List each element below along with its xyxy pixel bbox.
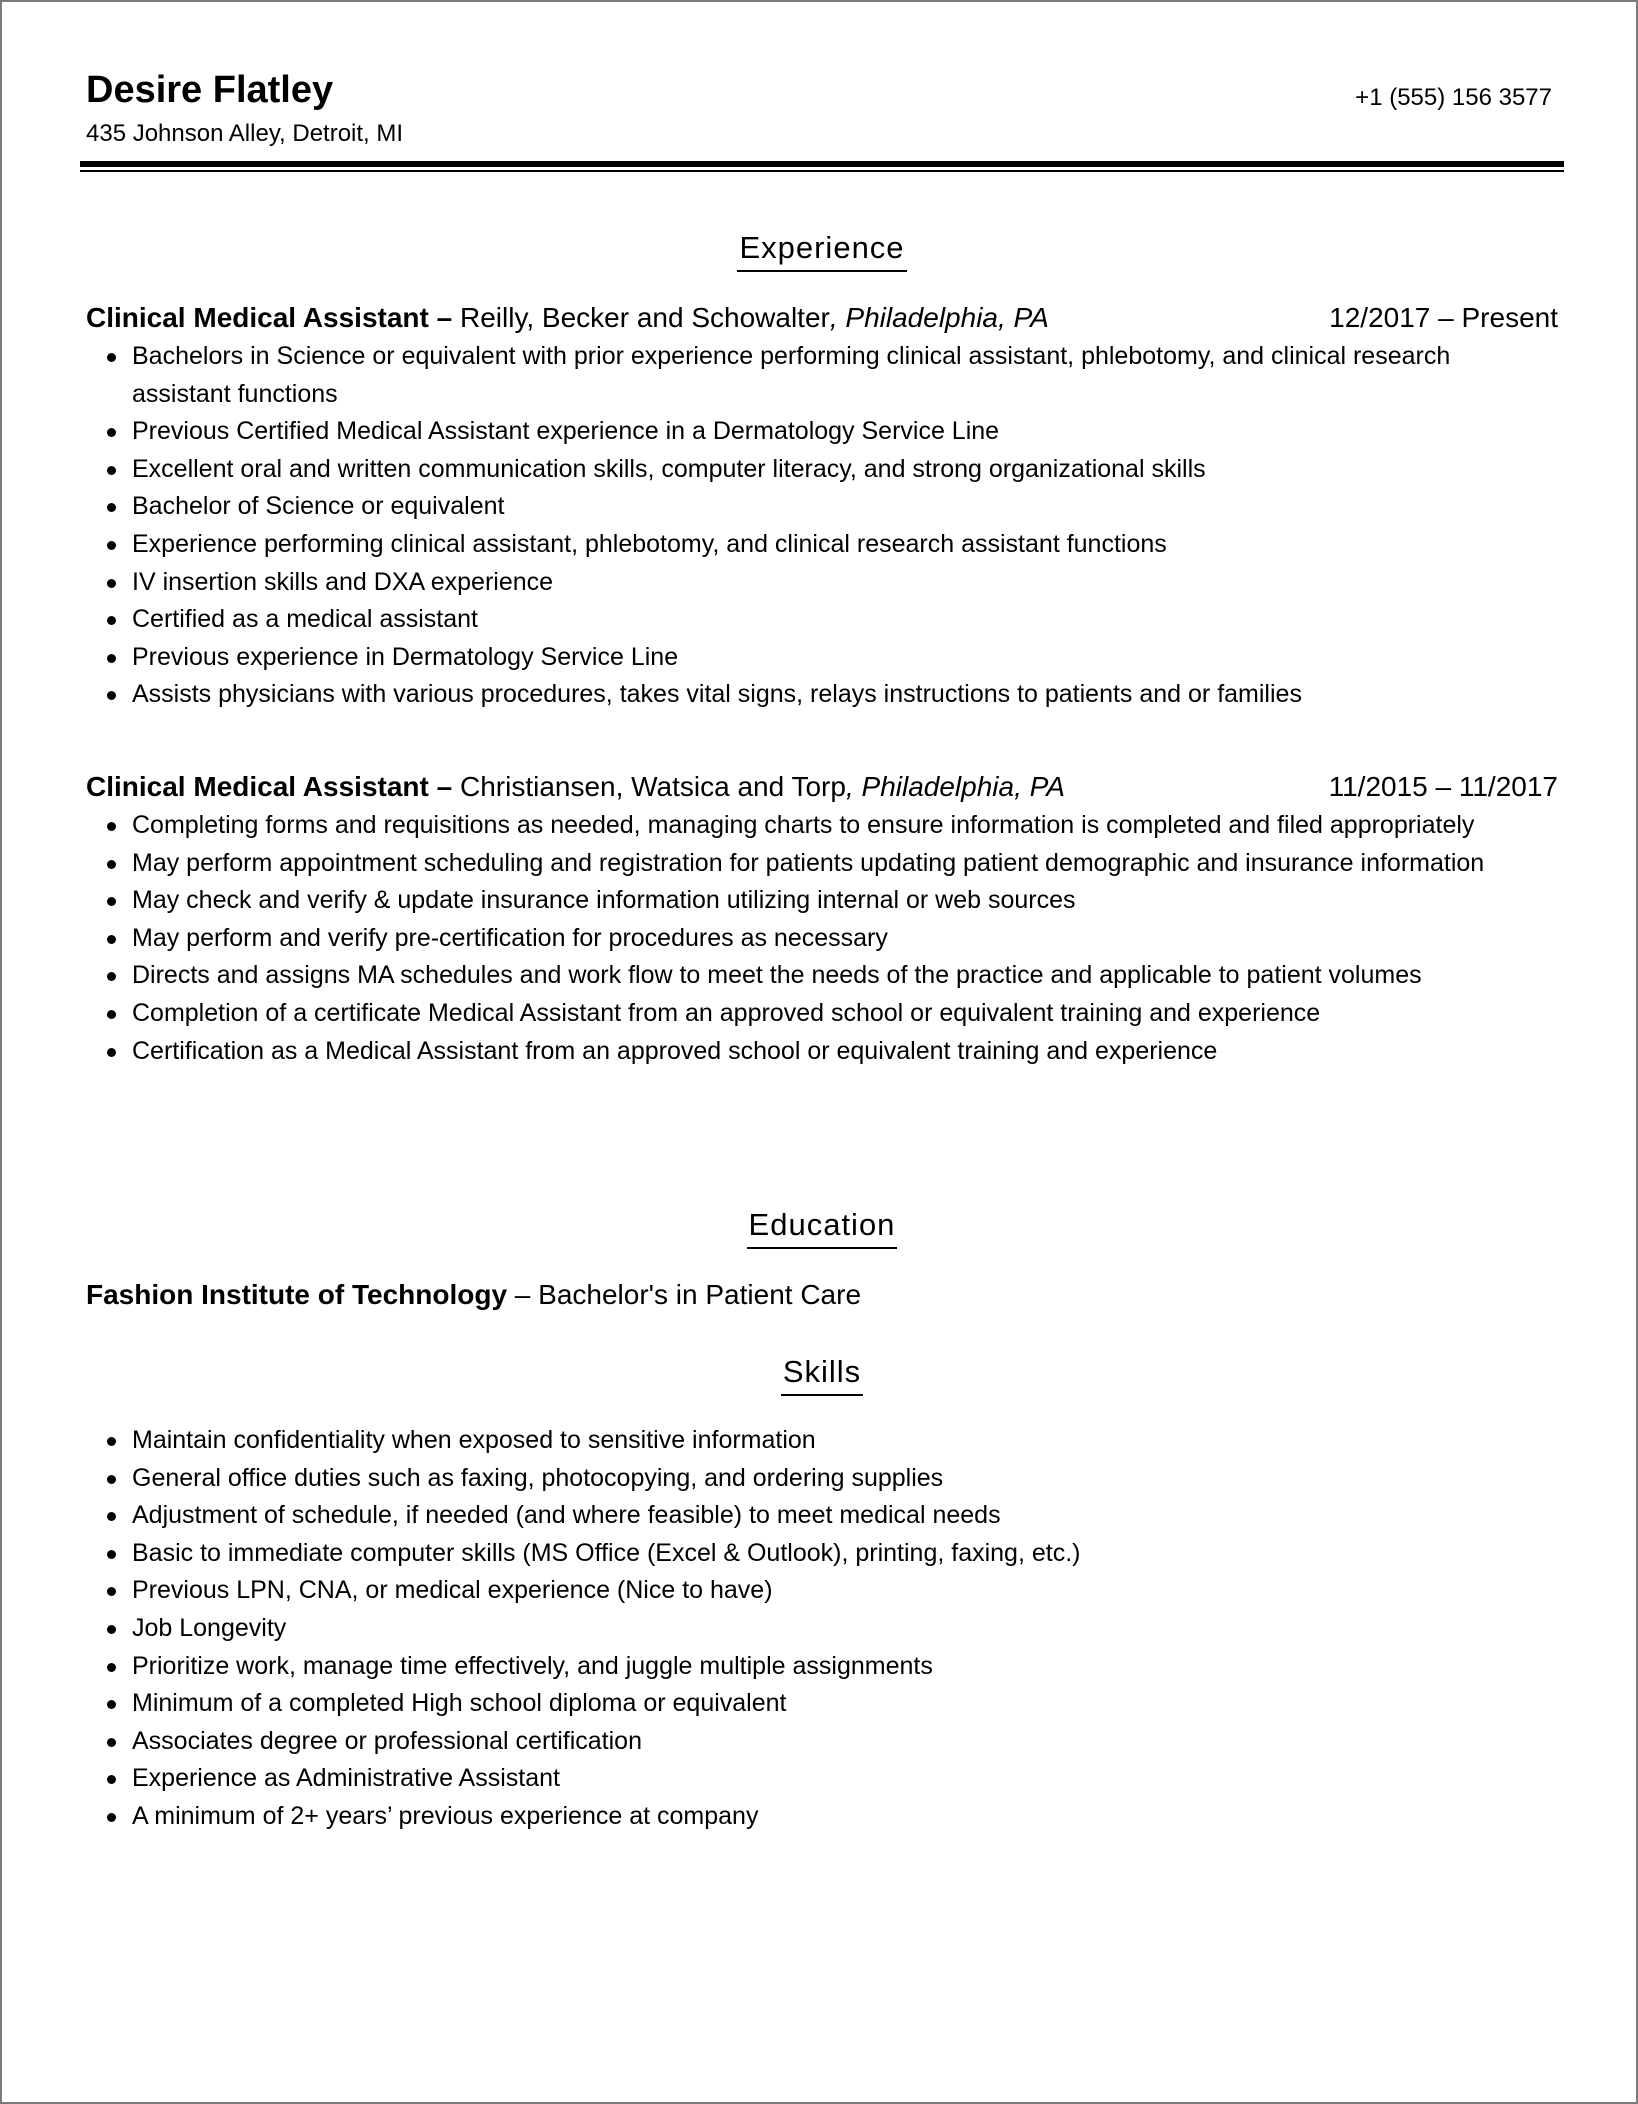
list-item: Certified as a medical assistant (132, 601, 1558, 639)
list-item: Previous experience in Dermatology Service Line (132, 639, 1558, 677)
address: 435 Johnson Alley, Detroit, MI (86, 120, 404, 147)
list-item: Adjustment of schedule, if needed (and where feasible) to meet medical needs (132, 1497, 1558, 1535)
list-item: Prioritize work, manage time effectively, and juggle multiple assignments (132, 1648, 1558, 1686)
list-item: Job Longevity (132, 1610, 1558, 1648)
list-item: General office duties such as faxing, photocopying, and ordering supplies (132, 1460, 1558, 1498)
list-item: Certification as a Medical Assistant from an approved school or equivalent training and experience (132, 1033, 1558, 1071)
experience-heading-text: Experience (737, 228, 906, 272)
list-item: Minimum of a completed High school diploma or equivalent (132, 1685, 1558, 1723)
job-duties-list (86, 338, 1558, 714)
candidate-name: Desire Flatley (86, 69, 334, 111)
list-item: May perform appointment scheduling and registration for patients updating patient demographic and insurance information (132, 845, 1558, 883)
degree: – Bachelor's in Patient Care (507, 1279, 862, 1310)
list-item: Associates degree or professional certification (132, 1723, 1558, 1761)
list-item: Bachelor of Science or equivalent (132, 488, 1558, 526)
education-heading-text: Education (747, 1205, 898, 1249)
skills-section (86, 1422, 1558, 1836)
list-item: Basic to immediate computer skills (MS Office (Excel & Outlook), printing, faxing, etc.) (132, 1535, 1558, 1573)
list-item: A minimum of 2+ years’ previous experience at company (132, 1798, 1558, 1836)
list-item: Completion of a certificate Medical Assistant from an approved school or equivalent training and experience (132, 995, 1558, 1033)
job-company: Reilly, Becker and Schowalter (452, 302, 830, 333)
education-entry (86, 1275, 861, 1315)
list-item: Experience as Administrative Assistant (132, 1760, 1558, 1798)
list-item: IV insertion skills and DXA experience (132, 564, 1558, 602)
skills-heading (86, 1352, 1558, 1396)
job-entry-2 (86, 767, 1558, 1070)
experience-heading (86, 228, 1558, 272)
list-item: Previous LPN, CNA, or medical experience (Nice to have) (132, 1572, 1558, 1610)
job-duties-list (86, 807, 1558, 1070)
skills-list (86, 1422, 1558, 1836)
list-item: Assists physicians with various procedures, takes vital signs, relays instructions to patients and or families (132, 676, 1558, 714)
job-header (86, 298, 1558, 338)
job-entry-1 (86, 298, 1558, 714)
list-item: May check and verify & update insurance information utilizing internal or web sources (132, 882, 1558, 920)
phone-number: +1 (555) 156 3577 (1355, 84, 1552, 111)
list-item: Maintain confidentiality when exposed to sensitive information (132, 1422, 1558, 1460)
list-item: May perform and verify pre-certification for procedures as necessary (132, 920, 1558, 958)
job-title: Clinical Medical Assistant – (86, 771, 453, 802)
list-item: Directs and assigns MA schedules and work flow to meet the needs of the practice and applicable to patient volumes (132, 957, 1558, 995)
list-item: Bachelors in Science or equivalent with prior experience performing clinical assistant, phlebotomy, and clinical research assistant functions (132, 338, 1558, 413)
school-name: Fashion Institute of Technology (86, 1279, 508, 1310)
list-item: Previous Certified Medical Assistant experience in a Dermatology Service Line (132, 413, 1558, 451)
job-dates: 12/2017 – Present (1329, 302, 1558, 333)
job-location: , Philadelphia, PA (845, 771, 1065, 802)
header-divider-thick (80, 161, 1564, 167)
job-location: , Philadelphia, PA (829, 302, 1049, 333)
job-title: Clinical Medical Assistant – (86, 302, 453, 333)
job-dates: 11/2015 – 11/2017 (1328, 771, 1558, 802)
header-divider-thin (80, 170, 1564, 172)
job-header (86, 767, 1558, 807)
skills-heading-text: Skills (781, 1352, 863, 1396)
list-item: Experience performing clinical assistant, phlebotomy, and clinical research assistant functions (132, 526, 1558, 564)
education-heading (86, 1205, 1558, 1249)
list-item: Completing forms and requisitions as needed, managing charts to ensure information is completed and filed appropriately (132, 807, 1558, 845)
job-company: Christiansen, Watsica and Torp (452, 771, 846, 802)
list-item: Excellent oral and written communication skills, computer literacy, and strong organizational skills (132, 451, 1558, 489)
